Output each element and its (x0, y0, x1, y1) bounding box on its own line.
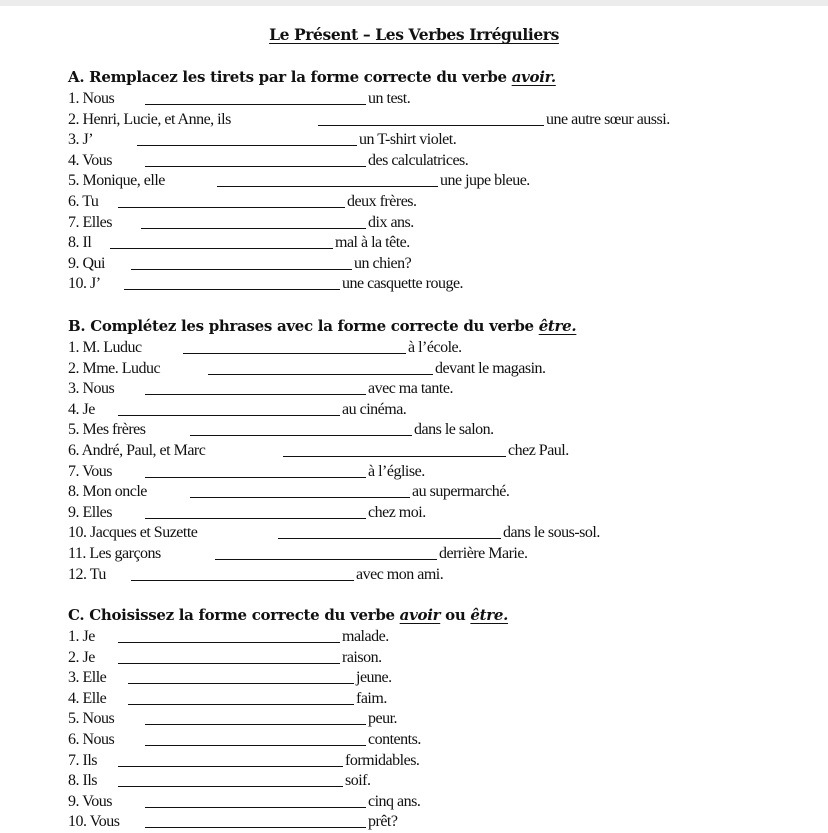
answer-blank[interactable] (190, 422, 412, 436)
item-suffix: un test. (368, 90, 411, 107)
heading-verb: être. (470, 606, 509, 624)
answer-blank[interactable] (118, 753, 343, 767)
item-suffix: un chien? (354, 254, 412, 272)
answer-blank[interactable] (318, 112, 544, 126)
item-suffix: prêt? (368, 813, 398, 831)
item-prefix: 6. Nous (68, 731, 115, 748)
item-suffix: au cinéma. (342, 400, 407, 418)
answer-blank[interactable] (145, 381, 366, 395)
heading-text: B. Complétez les phrases avec la forme correcte du verbe (68, 317, 539, 335)
item-prefix: 2. Mme. Luduc (68, 359, 161, 377)
item-suffix: chez Paul. (508, 442, 569, 459)
item-suffix: malade. (342, 628, 389, 645)
answer-blank[interactable] (141, 215, 366, 229)
item-prefix: 10. Jacques et Suzette (68, 524, 198, 542)
item-suffix: une autre sœur aussi. (546, 110, 670, 128)
item-prefix: 5. Mes frères (68, 421, 146, 439)
item-prefix: 11. Les garçons (68, 545, 161, 562)
item-suffix: au supermarché. (412, 483, 510, 501)
item-suffix: des calculatrices. (368, 151, 469, 169)
item-prefix: 8. Il (68, 234, 92, 252)
item-suffix: soif. (345, 772, 371, 790)
heading-verb: avoir. (511, 68, 556, 86)
item-suffix: une jupe bleue. (440, 172, 530, 190)
answer-blank[interactable] (110, 235, 333, 249)
item-suffix: un T-shirt violet. (359, 131, 457, 149)
item-prefix: 12. Tu (68, 565, 106, 583)
answer-blank[interactable] (145, 91, 366, 105)
answer-blank[interactable] (128, 670, 354, 684)
answer-blank[interactable] (131, 256, 352, 270)
answer-blank[interactable] (145, 732, 366, 746)
item-suffix: dans le sous-sol. (503, 524, 600, 542)
item-suffix: dix ans. (368, 213, 414, 231)
answer-blank[interactable] (183, 340, 406, 354)
viewer-top-bar (0, 0, 828, 6)
item-suffix: formidables. (345, 751, 420, 769)
answer-blank[interactable] (137, 132, 357, 146)
heading-joiner: ou (440, 606, 471, 624)
item-prefix: 1. Nous (68, 90, 115, 107)
answer-blank[interactable] (118, 650, 340, 664)
item-prefix: 7. Ils (68, 751, 97, 769)
item-prefix: 2. Henri, Lucie, et Anne, ils (68, 110, 231, 128)
answer-blank[interactable] (118, 402, 340, 416)
answer-blank[interactable] (118, 629, 340, 643)
item-prefix: 3. Elle (68, 669, 107, 687)
item-prefix: 8. Mon oncle (68, 483, 147, 501)
answer-blank[interactable] (145, 814, 366, 828)
item-suffix: cinq ans. (368, 792, 421, 810)
item-suffix: devant le magasin. (435, 359, 546, 377)
item-prefix: 3. J’ (68, 131, 94, 149)
heading-text: C. Choisissez la forme correcte du verbe (68, 606, 400, 624)
item-prefix: 2. Je (68, 648, 95, 666)
answer-blank[interactable] (283, 443, 506, 457)
heading-verb: avoir (399, 606, 441, 624)
item-prefix: 1. M. Luduc (68, 339, 142, 356)
item-suffix: deux frères. (347, 193, 417, 210)
heading-text: A. Remplacez les tirets par la forme correcte du verbe (68, 68, 512, 86)
item-suffix: peur. (368, 710, 398, 728)
answer-blank[interactable] (208, 361, 433, 375)
item-suffix: à l’église. (368, 462, 425, 480)
item-suffix: jeune. (356, 669, 392, 687)
answer-blank[interactable] (190, 484, 410, 498)
section-heading (68, 68, 556, 86)
item-prefix: 5. Monique, elle (68, 172, 165, 190)
item-prefix: 10. J’ (68, 275, 101, 293)
answer-blank[interactable] (217, 173, 438, 187)
item-suffix: à l’école. (408, 339, 462, 356)
page-title: Le Présent – Les Verbes Irréguliers (269, 25, 559, 44)
item-suffix: raison. (342, 648, 382, 666)
item-suffix: contents. (368, 731, 421, 748)
answer-blank[interactable] (215, 546, 437, 560)
item-suffix: faim. (356, 689, 387, 707)
item-suffix: avec mon ami. (356, 565, 444, 583)
answer-blank[interactable] (128, 691, 354, 705)
item-prefix: 10. Vous (68, 813, 120, 831)
item-prefix: 1. Je (68, 628, 95, 645)
heading-verb: être. (538, 317, 577, 335)
item-suffix: derrière Marie. (439, 545, 528, 562)
section-heading (68, 317, 576, 335)
answer-blank[interactable] (145, 711, 366, 725)
item-prefix: 3. Nous (68, 380, 115, 398)
item-prefix: 5. Nous (68, 710, 115, 728)
answer-blank[interactable] (145, 505, 366, 519)
item-prefix: 7. Vous (68, 462, 112, 480)
answer-blank[interactable] (278, 525, 501, 539)
answer-blank[interactable] (145, 794, 366, 808)
item-prefix: 9. Vous (68, 792, 112, 810)
section-heading (68, 606, 508, 624)
item-prefix: 6. André, Paul, et Marc (68, 442, 206, 459)
item-prefix: 8. Ils (68, 772, 97, 790)
answer-blank[interactable] (145, 464, 366, 478)
answer-blank[interactable] (145, 153, 366, 167)
answer-blank[interactable] (118, 773, 343, 787)
item-prefix: 9. Elles (68, 503, 112, 521)
answer-blank[interactable] (124, 276, 340, 290)
item-suffix: mal à la tête. (335, 234, 410, 252)
item-prefix: 4. Vous (68, 151, 112, 169)
item-prefix: 4. Je (68, 400, 95, 418)
item-prefix: 7. Elles (68, 213, 112, 231)
answer-blank[interactable] (131, 567, 354, 581)
item-prefix: 9. Qui (68, 254, 105, 272)
answer-blank[interactable] (118, 194, 345, 208)
item-suffix: une casquette rouge. (342, 275, 464, 293)
item-prefix: 4. Elle (68, 689, 107, 707)
item-prefix: 6. Tu (68, 193, 99, 210)
item-suffix: chez moi. (368, 503, 426, 521)
item-suffix: avec ma tante. (368, 380, 453, 398)
item-suffix: dans le salon. (414, 421, 494, 439)
